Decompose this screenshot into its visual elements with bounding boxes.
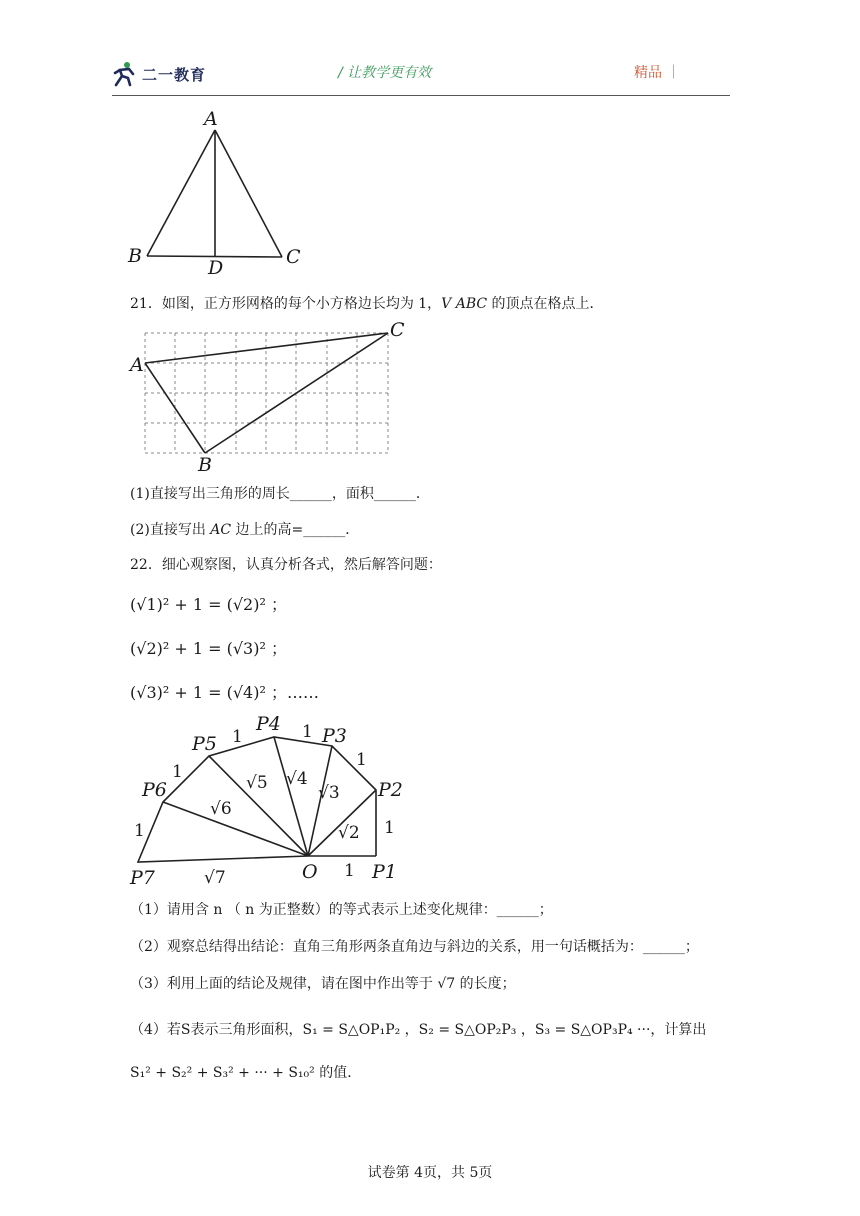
square-root-spiral-figure	[120, 710, 410, 895]
q22-stem: 22．细心观察图，认真分析各式，然后解答问题：	[130, 557, 442, 573]
grid-label-A: A	[130, 354, 144, 376]
len-OP5: √5	[246, 773, 268, 793]
header-slogan: / 让教学更有效	[338, 65, 432, 81]
header-tag: 精品 ｜	[634, 65, 681, 81]
label-P1: P1	[372, 861, 397, 883]
runner-logo-icon	[112, 61, 138, 87]
label-P3: P3	[322, 725, 347, 747]
label-P5: P5	[192, 733, 217, 755]
brand-logo	[112, 58, 206, 90]
q22-eq3: (√3)² + 1 = (√4)² ；……	[130, 683, 319, 702]
label-C: C	[286, 246, 301, 268]
q21-part2: (2)直接写出 AC 边上的高=______．	[130, 522, 360, 538]
label-P6: P6	[142, 779, 167, 801]
len-OP2: √2	[338, 823, 360, 843]
len-P5P6: 1	[172, 762, 183, 782]
label-P7: P7	[130, 867, 155, 889]
len-P2P3: 1	[356, 750, 367, 770]
label-O: O	[302, 861, 318, 883]
len-P4P5: 1	[232, 727, 243, 747]
q22-part3: （3）利用上面的结论及规律，请在图中作出等于 √7 的长度；	[130, 976, 516, 992]
len-P1P2: 1	[384, 818, 395, 838]
q22-part4: （4）若S表示三角形面积，S₁ = S△OP₁P₂ ，S₂ = S△OP₂P₃ ，S₃ = S△OP₃P₄ ···，计算出	[130, 1022, 707, 1038]
grid-label-C: C	[390, 319, 405, 341]
q22-eq1: (√1)² + 1 = (√2)² ；	[130, 595, 287, 614]
q22-part4-expression: S₁² + S₂² + S₃² + ··· + S₁₀² 的值．	[130, 1065, 362, 1081]
q22-eq2: (√2)² + 1 = (√3)² ；	[130, 639, 287, 658]
label-A: A	[204, 108, 218, 130]
q22-part2: （2）观察总结得出结论：直角三角形两条直角边与斜边的关系，用一句话概括为：______；	[130, 939, 699, 955]
page-footer: 试卷第 4页，共 5页	[367, 1165, 493, 1181]
label-P4: P4	[256, 713, 281, 735]
grid-label-B: B	[198, 454, 212, 476]
len-P6P7: 1	[134, 821, 145, 841]
len-OP3: √3	[318, 783, 340, 803]
label-D: D	[208, 257, 224, 279]
label-P2: P2	[378, 779, 403, 801]
grid-triangle-figure	[126, 318, 416, 478]
q22-part1: （1）请用含 n （ n 为正整数）的等式表示上述变化规律：______；	[130, 902, 553, 918]
label-B: B	[128, 245, 142, 267]
triangle-abc-figure	[120, 110, 320, 280]
len-OP6: √6	[210, 799, 232, 819]
logo-text: 二一教育	[142, 65, 207, 84]
len-OP7: √7	[204, 868, 226, 888]
len-OP4: √4	[286, 769, 308, 789]
q21-stem: 21．如图，正方形网格的每个小方格边长均为 1，V ABC 的顶点在格点上．	[130, 296, 604, 312]
len-OP1: 1	[344, 861, 355, 881]
q21-part1: (1)直接写出三角形的周长______，面积______．	[130, 486, 430, 502]
len-P3P4: 1	[302, 722, 313, 742]
header-divider	[112, 95, 730, 96]
